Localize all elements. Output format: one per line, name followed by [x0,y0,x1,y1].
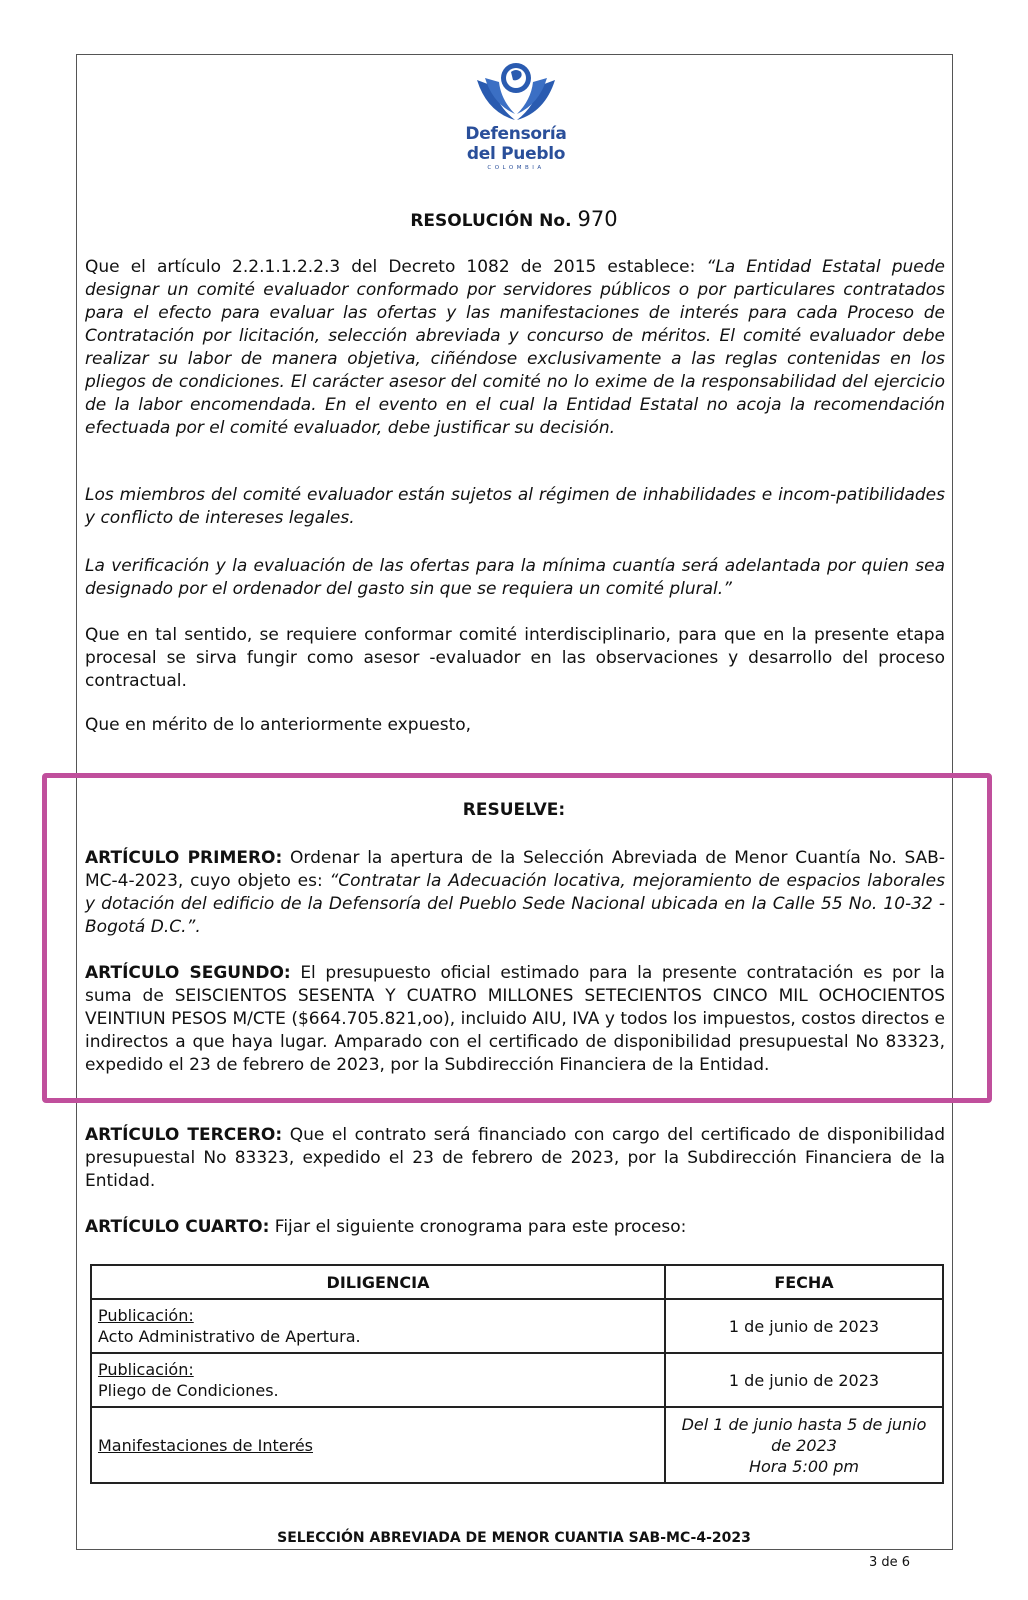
resolution-number: 970 [577,207,618,231]
defensoria-emblem-icon [473,60,559,124]
date-cell: 1 de junio de 2023 [665,1299,943,1353]
paragraph-committee-members [85,484,945,530]
logo-text-line1: Defensoría [465,124,567,144]
paragraph-interdisciplinary: Que en tal sentido, se requiere conformar comité interdisciplinario, para que en la presente etapa procesal se sirva fungir como asesor -evaluador en las observaciones y desarrollo del proceso contractual. [85,625,945,691]
article-fourth-label: ARTÍCULO CUARTO: [85,1217,270,1237]
article-fourth [85,1216,945,1239]
diligence-title: Publicación: [98,1306,194,1325]
paragraph-decree [85,256,945,440]
resolution-title [0,207,1028,231]
header-diligencia: DILIGENCIA [91,1265,665,1299]
diligence-title: Manifestaciones de Interés [98,1435,313,1455]
article-first [85,847,945,939]
table-row [91,1407,943,1483]
table-row [91,1353,943,1407]
date-cell: 1 de junio de 2023 [665,1353,943,1407]
table-row [91,1299,943,1353]
logo-country: COLOMBIA [487,165,545,171]
diligence-desc: Acto Administrativo de Apertura. [98,1327,361,1346]
committee-members-text: Los miembros del comité evaluador están sujetos al régimen de inhabilidades e incom-patibilidades y conflicto de intereses legales. [85,485,945,528]
date-range: Del 1 de junio hasta 5 de junio de 2023 [681,1414,927,1455]
logo-text-line2: del Pueblo [466,144,566,164]
article-third-label: ARTÍCULO TERCERO: [85,1125,283,1145]
article-second [85,962,945,1077]
minimum-amount-text: La verificación y la evaluación de las ofertas para la mínima cuantía será adelantada por quien sea designado por el ordenador del gasto sin que se requiera un comité plural.” [85,556,945,599]
article-second-text: El presupuesto oficial estimado para la presente contratación es por la suma de SEISCIENTOS SESENTA Y CUATRO MILLONES SETECIENTOS CINCO MIL OCHOCIENTOS VEINTIUN PESOS M/CTE ($664.705.821,oo), incluido AIU, IVA y todos los impuestos, costos directos e indirectos a que haya lugar. Amparado con el certificado de disponibilidad presupuestal No 83323, expedido el 23 de febrero de 2023, por la Subdirección Financiera de la Entidad. [85,963,945,1075]
article-second-label: ARTÍCULO SEGUNDO: [85,963,291,983]
article-third-text: Que el contrato será financiado con cargo del certificado de disponibilidad presupuestal No 83323, expedido el 23 de febrero de 2023, por la Subdirección Financiera de la Entidad. [85,1125,945,1191]
article-first-quote: “Contratar la Adecuación locativa, mejoramiento de espacios laborales y dotación del edificio de la Defensoría del Pueblo Sede Nacional ubicada en la Calle 55 No. 10-32 - Bogotá D.C.”. [85,871,945,937]
article-fourth-text: Fijar el siguiente cronograma para este proceso: [269,1217,687,1237]
paragraph-merit: Que en mérito de lo anteriormente expuesto, [85,715,472,735]
schedule-table [90,1264,944,1484]
diligence-cell [91,1407,665,1483]
diligence-cell [91,1299,665,1353]
footer-process-name: SELECCIÓN ABREVIADA DE MENOR CUANTIA SAB-MC-4-2023 [277,1530,751,1546]
article-first-text: Ordenar la apertura de la Selección Abreviada de Menor Cuantía No. SAB-MC-4-2023, cuyo objeto es: [85,848,945,891]
diligence-title: Publicación: [98,1360,194,1379]
decree-lead: Que el artículo 2.2.1.1.2.2.3 del Decreto 1082 de 2015 establece: [85,257,707,277]
decree-quote: “La Entidad Estatal puede designar un comité evaluador conformado por servidores públicos o por particulares contratados para el efecto para evaluar las ofertas y las manifestaciones de interés para cada Proceso de Contratación por licitación, selección abreviada y concurso de méritos. El comité evaluador debe realizar su labor de manera objetiva, ciñéndose exclusivamente a las reglas contenidas en los pliegos de condiciones. El carácter asesor del comité no lo exime de la responsabilidad del ejercicio de la labor encomendada. En el evento en el cual la Entidad Estatal no acoja la recomendación efectuada por el comité evaluador, debe justificar su decisión. [85,257,946,438]
logo [456,60,576,171]
paragraph-minimum-amount [85,555,945,601]
page-number: 3 de 6 [869,1555,911,1570]
date-cell [665,1407,943,1483]
resuelve-heading: RESUELVE: [462,800,566,820]
resolution-label: RESOLUCIÓN No. [410,211,572,231]
date-time: Hora 5:00 pm [748,1456,860,1476]
schedule-header-row [91,1265,943,1299]
diligence-cell [91,1353,665,1407]
diligence-desc: Pliego de Condiciones. [98,1381,279,1400]
article-third [85,1124,945,1193]
article-first-label: ARTÍCULO PRIMERO: [85,848,283,868]
header-fecha: FECHA [665,1265,943,1299]
